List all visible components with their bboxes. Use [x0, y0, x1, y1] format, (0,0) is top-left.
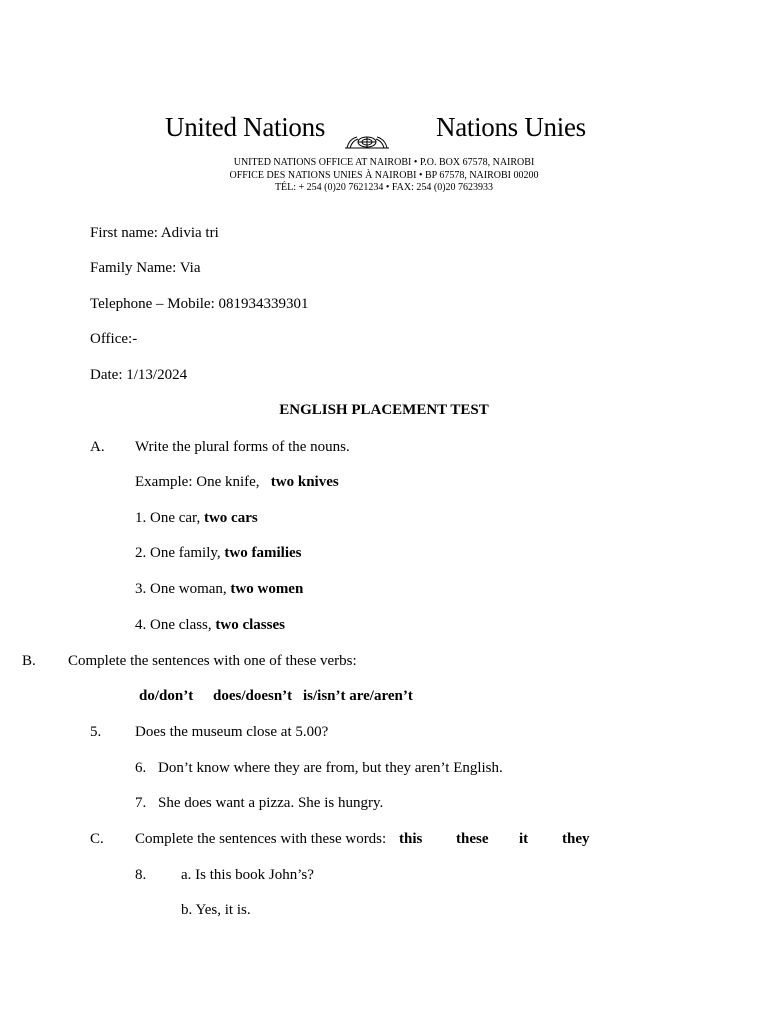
item-answer: two families	[224, 545, 302, 561]
section-c-instruction: Complete the sentences with these words:	[135, 831, 387, 847]
office-line: Office:-	[90, 331, 138, 347]
example-prefix: Example: One knife,	[135, 474, 260, 490]
family-name-line: Family Name: Via	[90, 260, 201, 276]
section-b-instruction: Complete the sentences with one of these verbs:	[68, 653, 357, 669]
item-answer: two classes	[215, 617, 285, 633]
section-b-letter: B.	[22, 653, 36, 669]
section-a-instruction: Write the plural forms of the nouns.	[135, 439, 350, 455]
item-5-number: 5.	[90, 724, 102, 740]
item-8b-text: b. Yes, it is.	[181, 902, 251, 918]
first-name-line: First name: Adivia tri	[90, 225, 219, 241]
item-5-text: Does the museum close at 5.00?	[135, 724, 329, 740]
item-6-number: 6.	[135, 760, 147, 776]
item-8a-text: a. Is this book John’s?	[181, 867, 314, 883]
section-a-item	[135, 510, 258, 527]
section-a-example	[135, 474, 339, 491]
address-line-3: TÉL: + 254 (0)20 7621234 • FAX: 254 (0)20 7623933	[274, 182, 494, 193]
item-7-text: She does want a pizza. She is hungry.	[158, 795, 384, 811]
section-a-letter: A.	[90, 439, 105, 455]
item-7-number: 7.	[135, 795, 147, 811]
item-6-text: Don’t know where they are from, but they aren’t English.	[158, 760, 503, 776]
word-option: they	[562, 831, 590, 847]
address-line-1: UNITED NATIONS OFFICE AT NAIROBI • P.O. BOX 67578, NAIROBI	[233, 157, 535, 168]
word-option: this	[399, 831, 423, 847]
letterhead-title-english: United Nations	[165, 112, 326, 142]
address-line-2: OFFICE DES NATIONS UNIES À NAIROBI • BP 67578, NAIROBI 00200	[229, 170, 539, 181]
letterhead-title-french: Nations Unies	[436, 112, 586, 142]
word-option: it	[519, 831, 529, 847]
word-option: these	[456, 831, 489, 847]
item-prefix: 4. One class,	[135, 617, 216, 633]
section-a-item	[135, 581, 303, 598]
item-prefix: 2. One family,	[135, 545, 225, 561]
item-answer: two women	[230, 581, 304, 597]
test-title: ENGLISH PLACEMENT TEST	[279, 402, 489, 418]
item-prefix: 1. One car,	[135, 510, 204, 526]
item-answer: two cars	[203, 510, 258, 526]
example-answer: two knives	[270, 474, 339, 490]
item-8-number: 8.	[135, 867, 147, 883]
verb-option: is/isn’t are/aren’t	[303, 688, 413, 704]
verb-option: do/don’t	[139, 688, 194, 704]
date-line: Date: 1/13/2024	[90, 367, 188, 383]
telephone-line: Telephone – Mobile: 081934339301	[90, 296, 309, 312]
un-emblem-icon	[343, 133, 391, 149]
item-prefix: 3. One woman,	[135, 581, 231, 597]
section-a-item	[135, 617, 285, 634]
section-a-item	[135, 545, 302, 562]
verb-option: does/doesn’t	[213, 688, 293, 704]
section-c-letter: C.	[90, 831, 104, 847]
